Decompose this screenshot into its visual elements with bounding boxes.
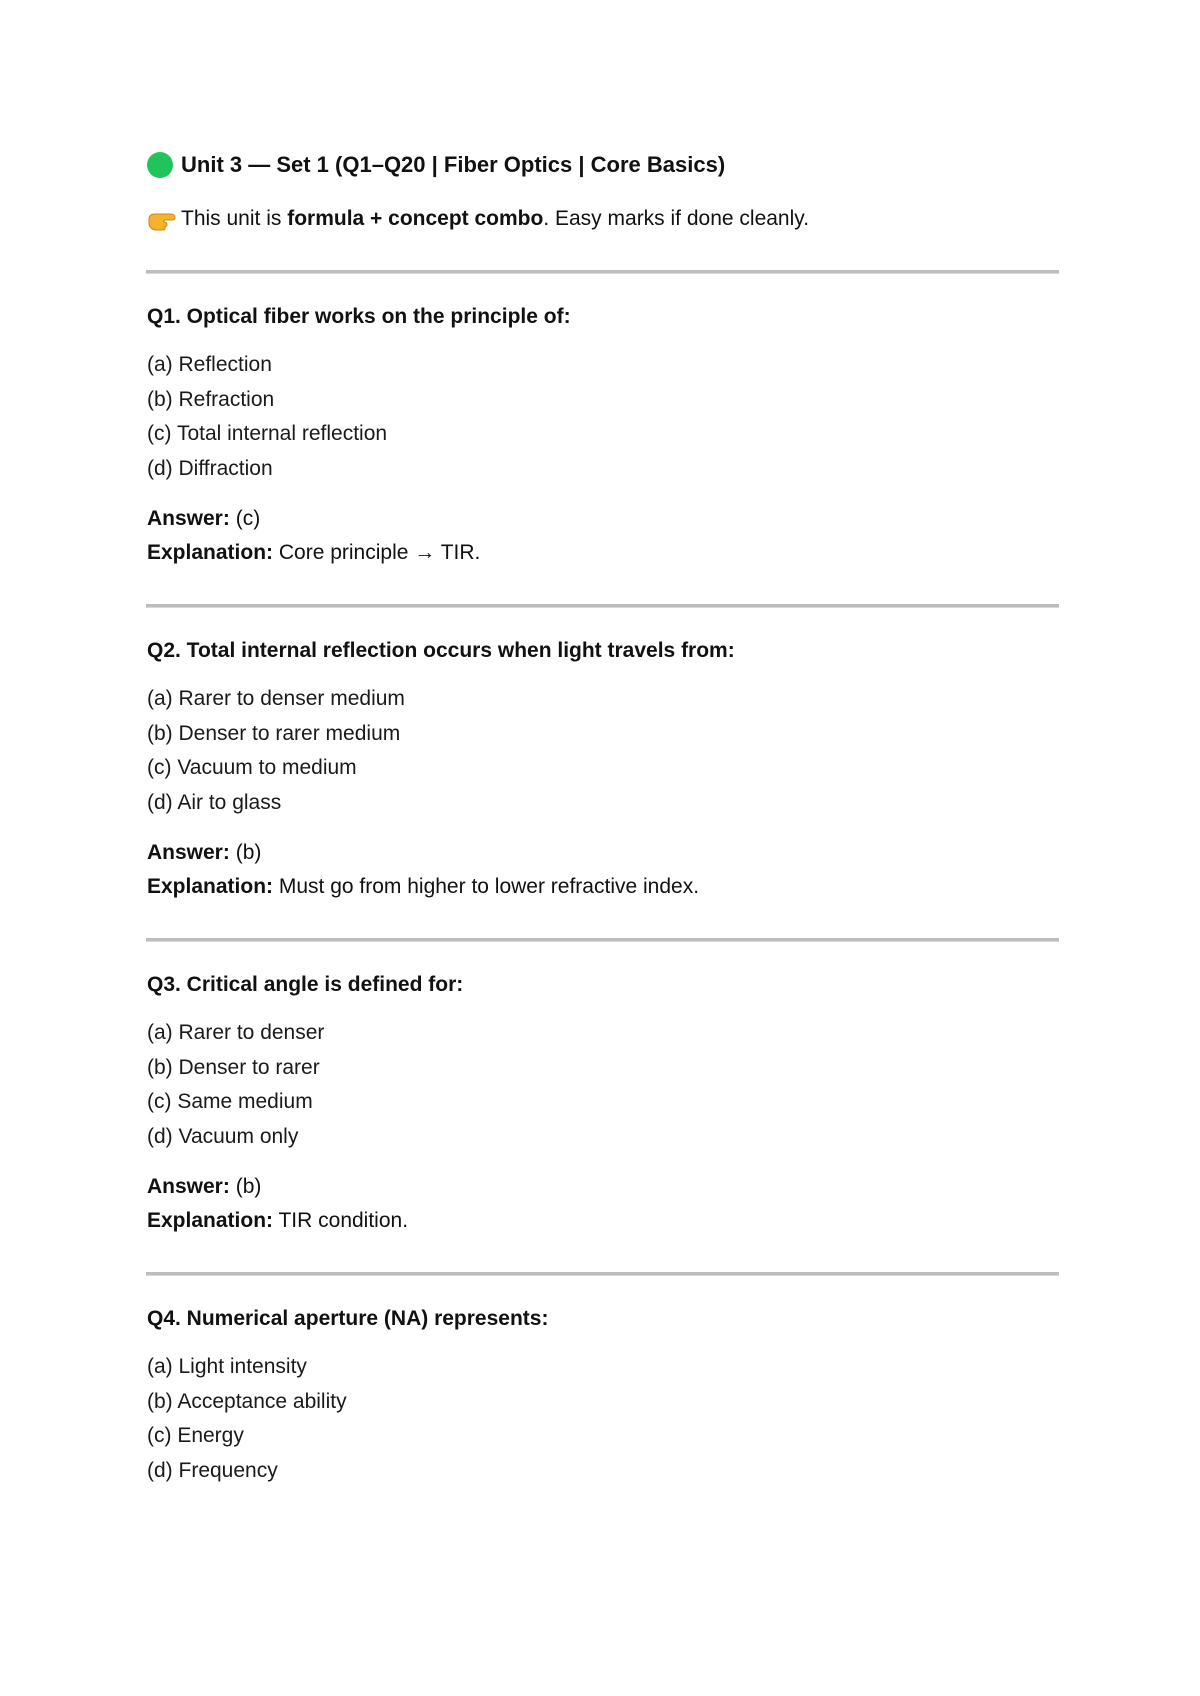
intro-line xyxy=(147,204,1060,234)
option-b: (b) Denser to rarer xyxy=(147,1055,320,1079)
question-4: Q4. Numerical aperture (NA) represents: xyxy=(147,1307,549,1330)
intro-prefix: This unit is xyxy=(181,207,288,230)
answer-label: Answer: xyxy=(147,507,230,530)
option-a: (a) Rarer to denser medium xyxy=(147,687,405,710)
intro-suffix: . Easy marks if done cleanly. xyxy=(543,207,810,230)
divider xyxy=(146,938,1059,942)
explanation-text: Must go from higher to lower refractive index. xyxy=(278,875,700,898)
options-list-3 xyxy=(147,1016,1060,1154)
option-c: (c) Same medium xyxy=(147,1090,313,1113)
answer-line xyxy=(147,1170,1060,1204)
option-d: (d) Diffraction xyxy=(147,456,273,480)
answer-line xyxy=(147,502,1060,536)
explanation-text: TIR condition. xyxy=(278,1209,409,1232)
answer-line xyxy=(147,836,1060,870)
option-d: (d) Vacuum only xyxy=(147,1124,299,1148)
answer-value: (b) xyxy=(235,1175,262,1198)
answer-value: (b) xyxy=(235,841,262,864)
options-list-1 xyxy=(147,348,1060,486)
intro-bold: formula + concept combo xyxy=(287,207,544,230)
document-title xyxy=(147,150,1060,180)
option-d: (d) Frequency xyxy=(147,1458,278,1482)
question-1: Q1. Optical fiber works on the principle of: xyxy=(147,305,571,328)
option-c: (c) Vacuum to medium xyxy=(147,756,357,779)
explanation-line xyxy=(147,870,1060,904)
option-a: (a) Light intensity xyxy=(147,1355,307,1378)
explanation-label: Explanation: xyxy=(147,541,274,564)
option-d: (d) Air to glass xyxy=(147,790,282,814)
answer-block-1 xyxy=(147,502,1060,570)
option-c: (c) Total internal reflection xyxy=(147,422,388,445)
green-circle-icon xyxy=(147,152,173,178)
pointing-hand-icon xyxy=(147,207,177,231)
question-3: Q3. Critical angle is defined for: xyxy=(147,973,464,996)
answer-block-2 xyxy=(147,836,1060,904)
explanation-text: Core principle → TIR. xyxy=(278,541,481,564)
title-text: Unit 3 — Set 1 (Q1–Q20 | Fiber Optics | Core Basics) xyxy=(181,152,726,177)
option-b: (b) Denser to rarer medium xyxy=(147,721,401,745)
explanation-label: Explanation: xyxy=(147,875,274,898)
option-b: (b) Refraction xyxy=(147,387,275,411)
question-2: Q2. Total internal reflection occurs when light travels from: xyxy=(147,639,735,662)
option-a: (a) Rarer to denser xyxy=(147,1021,325,1044)
explanation-line xyxy=(147,536,1060,570)
answer-label: Answer: xyxy=(147,1175,230,1198)
answer-label: Answer: xyxy=(147,841,230,864)
option-b: (b) Acceptance ability xyxy=(147,1389,347,1413)
divider xyxy=(146,270,1059,274)
options-list-2 xyxy=(147,682,1060,820)
option-c: (c) Energy xyxy=(147,1424,244,1447)
answer-value: (c) xyxy=(235,507,261,530)
options-list-4 xyxy=(147,1350,1060,1488)
explanation-label: Explanation: xyxy=(147,1209,274,1232)
explanation-line xyxy=(147,1204,1060,1238)
answer-block-3 xyxy=(147,1170,1060,1238)
option-a: (a) Reflection xyxy=(147,353,272,376)
divider xyxy=(146,604,1059,608)
divider xyxy=(146,1272,1059,1276)
